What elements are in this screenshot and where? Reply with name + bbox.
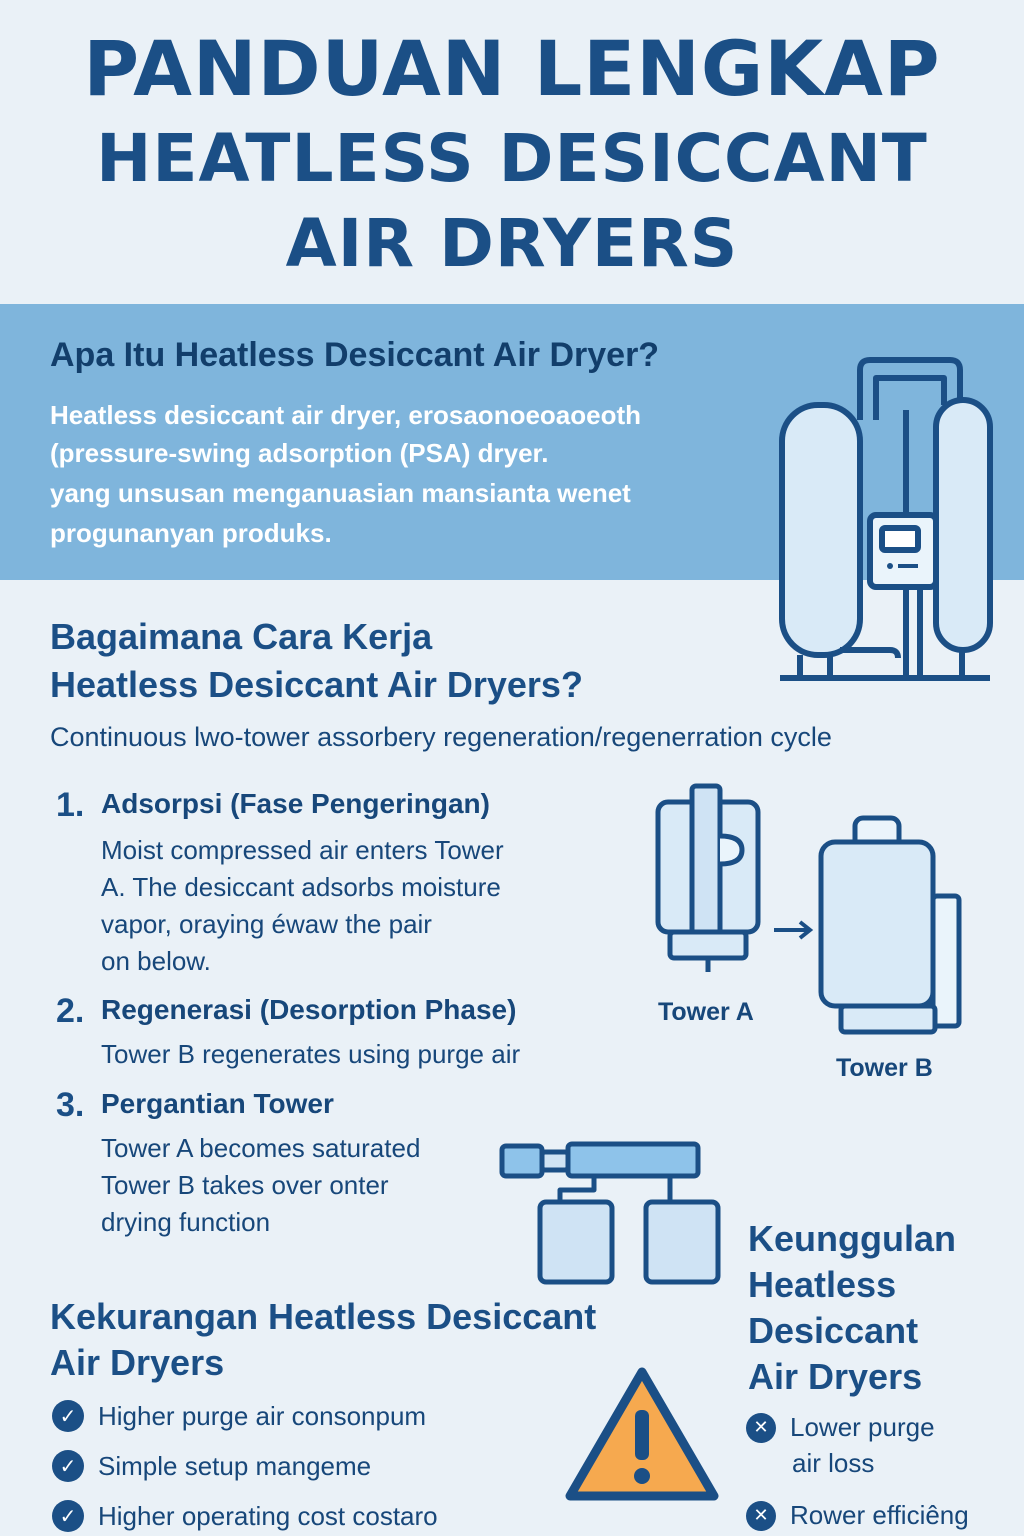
- intro-line-4: progunanyan produks.: [50, 518, 332, 548]
- intro-line-1: Heatless desiccant air dryer, erosaonoeoaoeoth: [50, 400, 642, 430]
- cons-item: [52, 1450, 371, 1482]
- step-2-number: 2.: [56, 992, 85, 1030]
- tower-a-label: Tower A: [658, 998, 754, 1026]
- cons-heading-line2: Air Dryers: [50, 1342, 225, 1383]
- intro-heading: Apa Itu Heatless Desiccant Air Dryer?: [50, 336, 660, 374]
- pros-heading-line4: Air Dryers: [748, 1356, 923, 1397]
- pros-heading-line1: Keunggulan: [748, 1218, 956, 1259]
- checkmark-icon: ✓: [52, 1400, 84, 1432]
- step-2-title: Regenerasi (Desorption Phase): [101, 994, 517, 1025]
- pros-heading-line2: Heatless: [748, 1264, 897, 1305]
- cons-item: [52, 1400, 426, 1432]
- step-1-number: 1.: [56, 786, 85, 824]
- step-3-line-3: drying function: [101, 1207, 271, 1237]
- cons-item-label: Higher purge air consonpum: [98, 1400, 427, 1431]
- cons-item-label: Simple setup mangeme: [98, 1450, 372, 1481]
- intro-line-2: (pressure-swing adsorption (PSA) dryer.: [50, 438, 549, 468]
- checkmark-icon: ✓: [52, 1450, 84, 1482]
- step-3-line-1: Tower A becomes saturated: [101, 1133, 421, 1163]
- pros-heading-line3: Desiccant: [748, 1310, 919, 1351]
- step-1-line-2: A. The desiccant adsorbs moisture: [101, 872, 501, 902]
- warning-icon: [562, 1364, 722, 1506]
- step-1-line-3: vapor, oraying éwaw the pair: [101, 909, 432, 939]
- cons-item: [52, 1500, 438, 1532]
- page-title-line2: HEATLESS DESICCANT: [96, 120, 928, 197]
- tower-b-icon: [815, 812, 965, 1037]
- tower-b-label: Tower B: [836, 1054, 933, 1082]
- step-3-line-2: Tower B takes over onter: [101, 1170, 389, 1200]
- step-3-number: 3.: [56, 1086, 85, 1124]
- step-2-line-1: Tower B regenerates using purge air: [101, 1039, 521, 1069]
- step-1-line-1: Moist compressed air enters Tower: [101, 835, 504, 865]
- pros-item: [746, 1500, 969, 1531]
- step-1-line-4: on below.: [101, 946, 211, 976]
- x-circle-icon: ✕: [746, 1501, 776, 1531]
- pros-item-label: Lower purge: [790, 1412, 935, 1442]
- x-circle-icon: ✕: [746, 1413, 776, 1443]
- how-subtitle: Continuous lwo-tower assorbery regeneration/regenerration cycle: [50, 722, 832, 752]
- page-title-line1: PANDUAN LENGKAP: [83, 24, 941, 113]
- cons-item-label: Higher operating cost costaro: [98, 1500, 438, 1531]
- step-3-title: Pergantian Tower: [101, 1088, 334, 1119]
- checkmark-icon: ✓: [52, 1500, 84, 1532]
- how-heading-line1: Bagaimana Cara Kerja: [50, 616, 433, 657]
- intro-line-3: yang unsusan menganuasian mansianta wenet: [50, 478, 631, 508]
- tower-switch-icon: [496, 1140, 726, 1286]
- dryer-machine-icon: [770, 350, 1000, 690]
- step-1-title: Adsorpsi (Fase Pengeringan): [101, 788, 490, 819]
- cons-heading-line1: Kekurangan Heatless Desiccant: [50, 1296, 597, 1337]
- page-title-line3: AIR DRYERS: [285, 205, 739, 282]
- tower-a-icon: [650, 780, 770, 980]
- pros-item-label-continued: air loss: [792, 1448, 875, 1478]
- how-heading-line2: Heatless Desiccant Air Dryers?: [50, 664, 583, 705]
- arrow-right-icon: [772, 918, 816, 942]
- pros-item-label: Rower efficiêng: [790, 1500, 969, 1530]
- pros-item: [746, 1412, 935, 1443]
